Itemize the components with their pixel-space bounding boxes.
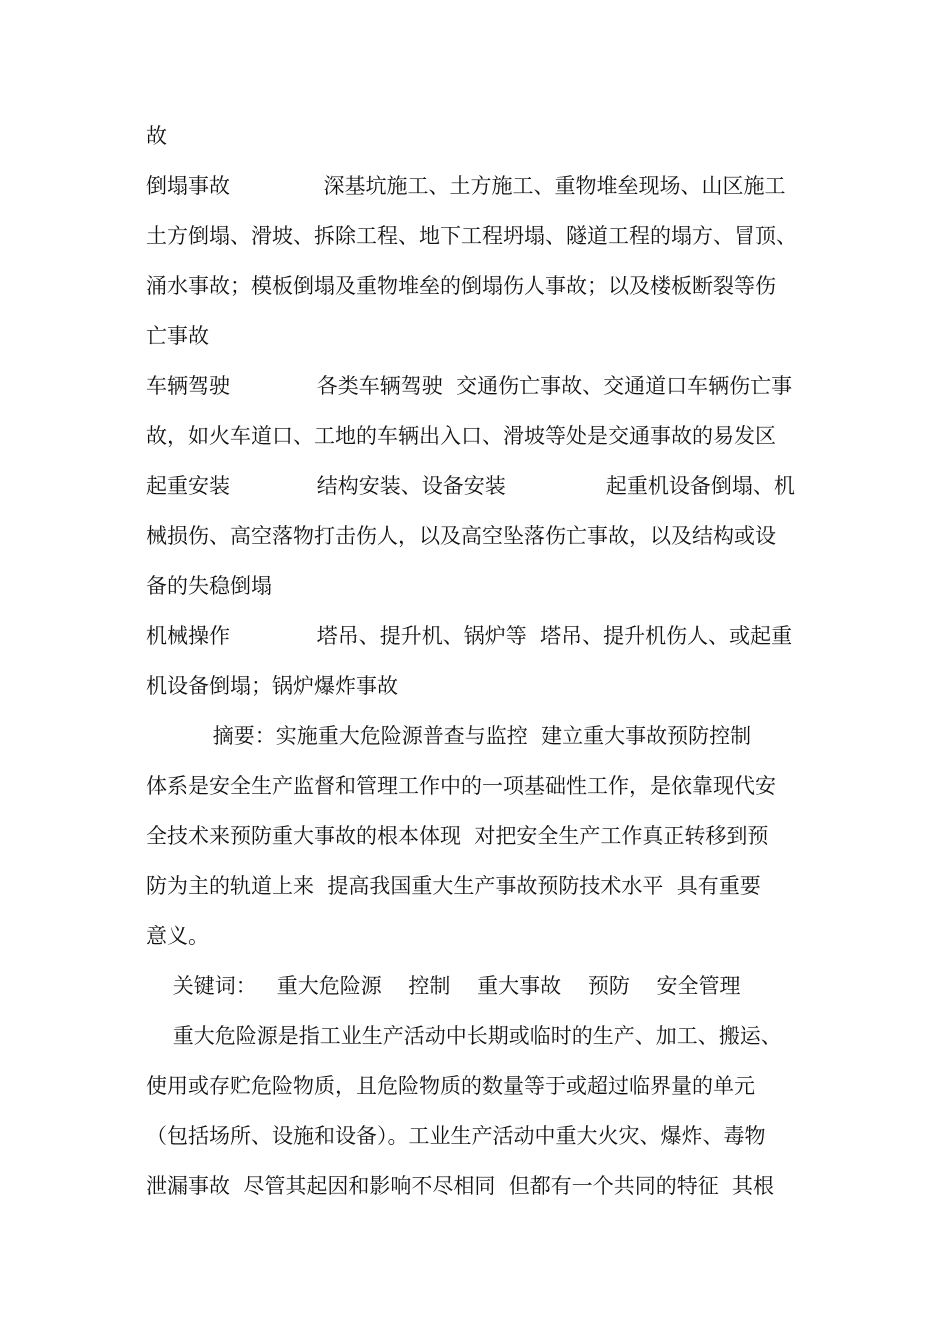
text-line: 土方倒塌、滑坡、拆除工程、地下工程坍塌、隧道工程的塌方、冒顶、 bbox=[146, 224, 797, 248]
text-line: 体系是安全生产监督和管理工作中的一项基础性工作，是依靠现代安 bbox=[146, 774, 776, 798]
text-line: 摘要：实施重大危险源普查与监控 建立重大事故预防控制 bbox=[146, 724, 752, 748]
text-line: 车辆驾驶 各类车辆驾驶 交通伤亡事故、交通道口车辆伤亡事 bbox=[146, 374, 793, 398]
text-line: 倒塌事故 深基坑施工、土方施工、重物堆垒现场、山区施工 bbox=[146, 174, 786, 198]
keywords-line: 关键词： 重大危险源 控制 重大事故 预防 安全管理 bbox=[146, 974, 741, 998]
text-line: 使用或存贮危险物质，且危险物质的数量等于或超过临界量的单元 bbox=[146, 1074, 755, 1098]
text-line: 备的失稳倒塌 bbox=[146, 574, 272, 598]
text-line: 全技术来预防重大事故的根本体现 对把安全生产工作真正转移到预 bbox=[146, 824, 769, 848]
text-line: 重大危险源是指工业生产活动中长期或临时的生产、加工、搬运、 bbox=[146, 1024, 782, 1048]
text-line: 机设备倒塌；锅炉爆炸事故 bbox=[146, 674, 398, 698]
text-line: 防为主的轨道上来 提高我国重大生产事故预防技术水平 具有重要 bbox=[146, 874, 761, 898]
text-line: 起重安装 结构安装、设备安装 起重机设备倒塌、机 bbox=[146, 474, 795, 498]
text-line: 故 bbox=[146, 124, 167, 148]
text-line: （包括场所、设施和设备）。工业生产活动中重大火灾、爆炸、毒物 bbox=[146, 1124, 766, 1148]
text-line: 涌水事故；模板倒塌及重物堆垒的倒塌伤人事故；以及楼板断裂等伤 bbox=[146, 274, 776, 298]
text-line: 意义。 bbox=[146, 924, 209, 948]
text-line: 泄漏事故 尽管其起因和影响不尽相同 但都有一个共同的特征 其根 bbox=[146, 1174, 775, 1198]
text-line: 故，如火车道口、工地的车辆出入口、滑坡等处是交通事故的易发区 bbox=[146, 424, 776, 448]
text-line: 械损伤、高空落物打击伤人，以及高空坠落伤亡事故，以及结构或设 bbox=[146, 524, 776, 548]
text-line: 亡事故 bbox=[146, 324, 209, 348]
text-line: 机械操作 塔吊、提升机、锅炉等 塔吊、提升机伤人、或起重 bbox=[146, 624, 793, 648]
